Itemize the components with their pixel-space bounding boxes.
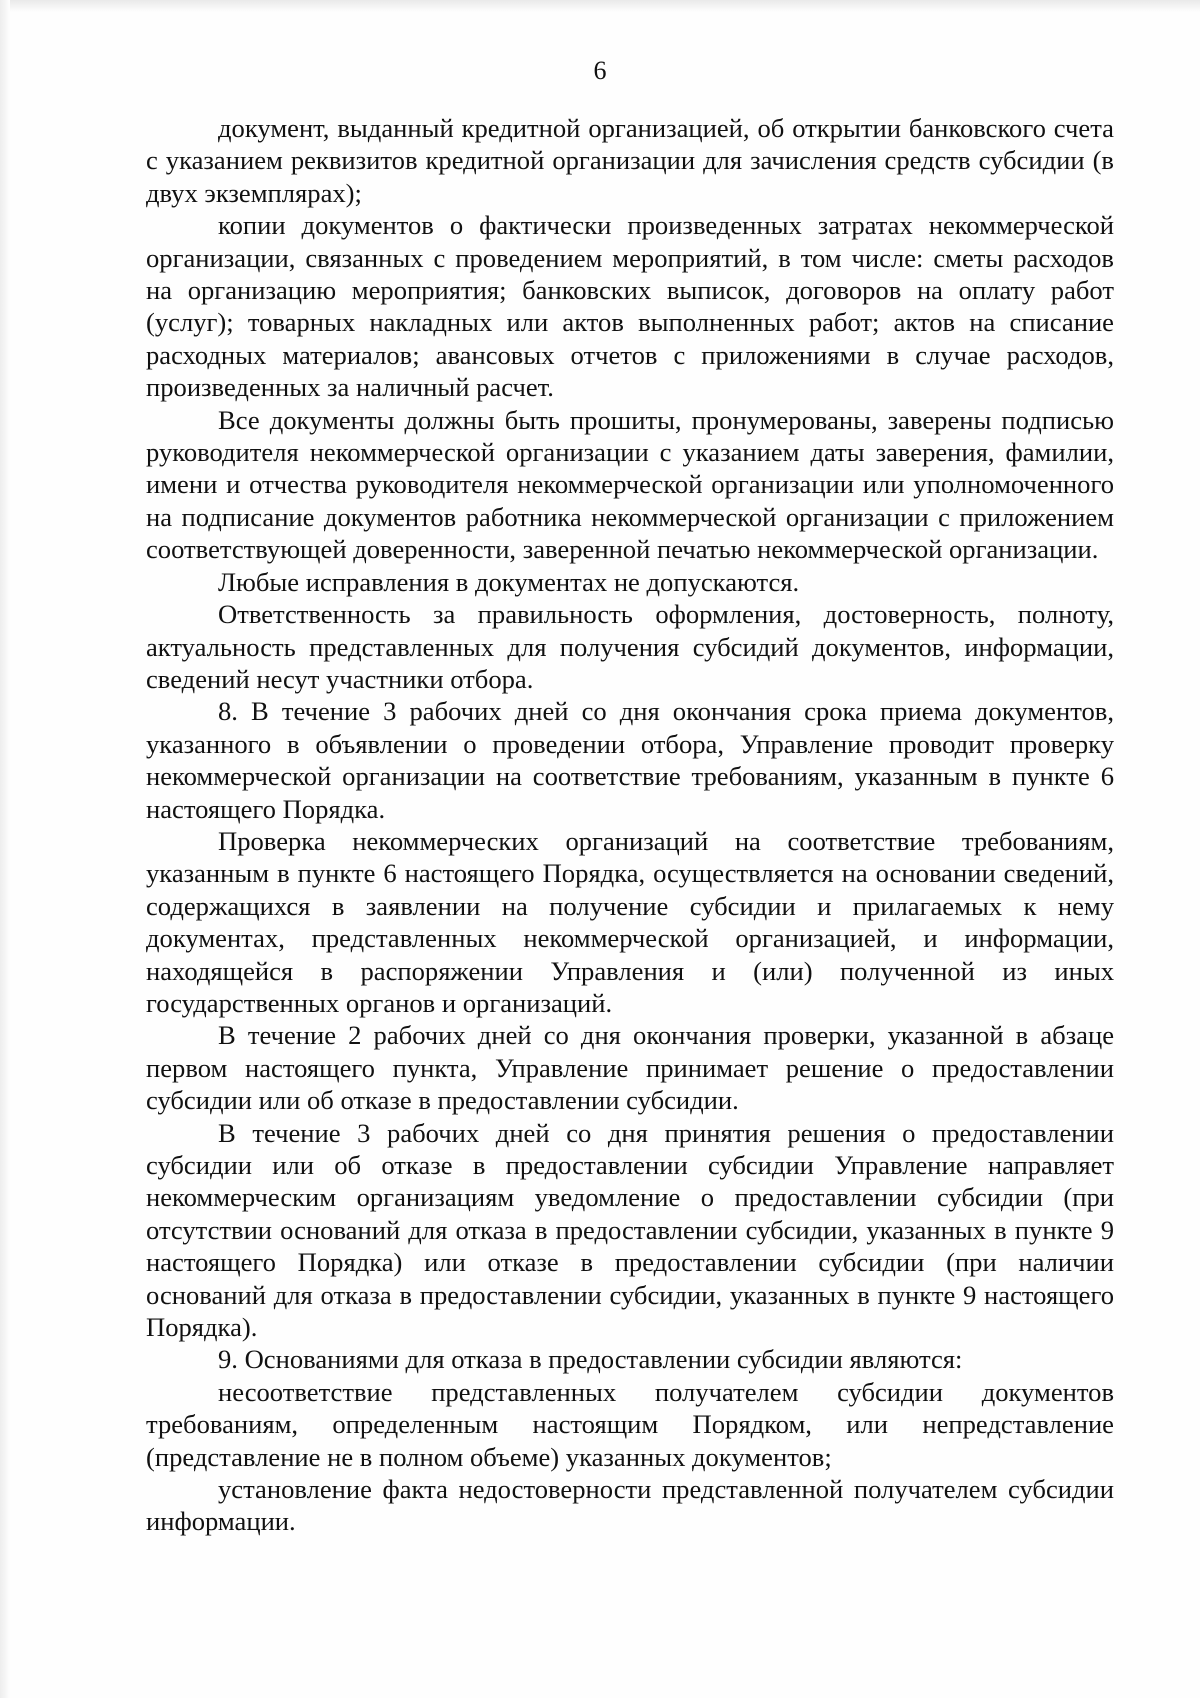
paragraph-verification: Проверка некоммерческих организаций на соответствие требованиям, указанным в пункте 6 настоящего Порядка, осуществляется на основании сведений, содержащихся в заявлении на получение субсидии и прилагаемых к нему документах, представленных некоммерческой организацией, и информации, находящейся в распоряжении Управления и (или) полученной из иных государственных органов и организаций. (146, 825, 1114, 1018)
page-number: 6 (593, 56, 607, 85)
paragraph-false-information: установление факта недостоверности представленной получателем субсидии информации. (146, 1474, 1114, 1537)
paragraph-clause-9: 9. Основаниями для отказа в предоставлении субсидии являются: (218, 1344, 963, 1375)
scan-edge-left (0, 0, 10, 1698)
scan-edge-top (0, 0, 1200, 12)
paragraph-no-corrections: Любые исправления в документах не допускаются. (218, 566, 800, 597)
paragraph-clause-8: 8. В течение 3 рабочих дней со дня окончания срока приема документов, указанного в объявлении о проведении отбора, Управление проводит проверку некоммерческой организации на соответствие требованиям, указанным в пункте 6 настоящего Порядка. (146, 696, 1114, 824)
paragraph-decision: В течение 2 рабочих дней со дня окончания проверки, указанной в абзаце первом настоящего пункта, Управление принимает решение о предоставлении субсидии или об отказе в предоставлении субсидии. (146, 1020, 1114, 1116)
paragraph-bank-account-document: документ, выданный кредитной организацией, об открытии банковского счета с указанием реквизитов кредитной организации для зачисления средств субсидии (в двух экземплярах); (146, 113, 1114, 208)
document-body (146, 112, 1114, 1538)
paragraph-expense-documents: копии документов о фактически произведенных затратах некоммерческой организации, связанных с проведением мероприятий, в том числе: сметы расходов на организацию мероприятия; банковских выписок, договоров на оплату работ (услуг); товарных накладных или актов выполненных работ; актов на списание расходных материалов; авансовых отчетов с приложениями в случае расходов, произведенных за наличный расчет. (146, 210, 1114, 403)
paragraph-responsibility: Ответственность за правильность оформления, достоверность, полноту, актуальность представленных для получения субсидий документов, информации, сведений несут участники отбора. (146, 599, 1114, 694)
paragraph-nonconformity: несоответствие представленных получателем субсидии документов требованиям, определенным настоящим Порядком, или непредставление (представление не в полном объеме) указанных документов; (146, 1376, 1114, 1472)
paragraph-notification: В течение 3 рабочих дней со дня принятия решения о предоставлении субсидии или об отказе в предоставлении субсидии Управление направляет некоммерческим организациям уведомление о предоставлении субсидии (при отсутствии оснований для отказа в предоставлении субсидии, указанных в пункте 9 настоящего Порядка) или отказе в предоставлении субсидии (при наличии оснований для отказа в предоставлении субсидии, указанных в пункте 9 настоящего Порядка). (146, 1117, 1114, 1343)
paragraph-document-certification: Все документы должны быть прошиты, пронумерованы, заверены подписью руководителя некоммерческой организации с указанием даты заверения, фамилии, имени и отчества руководителя некоммерческой организации или уполномоченного на подписание документов работника некоммерческой организации с приложением соответствующей доверенности, заверенной печатью некоммерческой организации. (146, 404, 1114, 565)
